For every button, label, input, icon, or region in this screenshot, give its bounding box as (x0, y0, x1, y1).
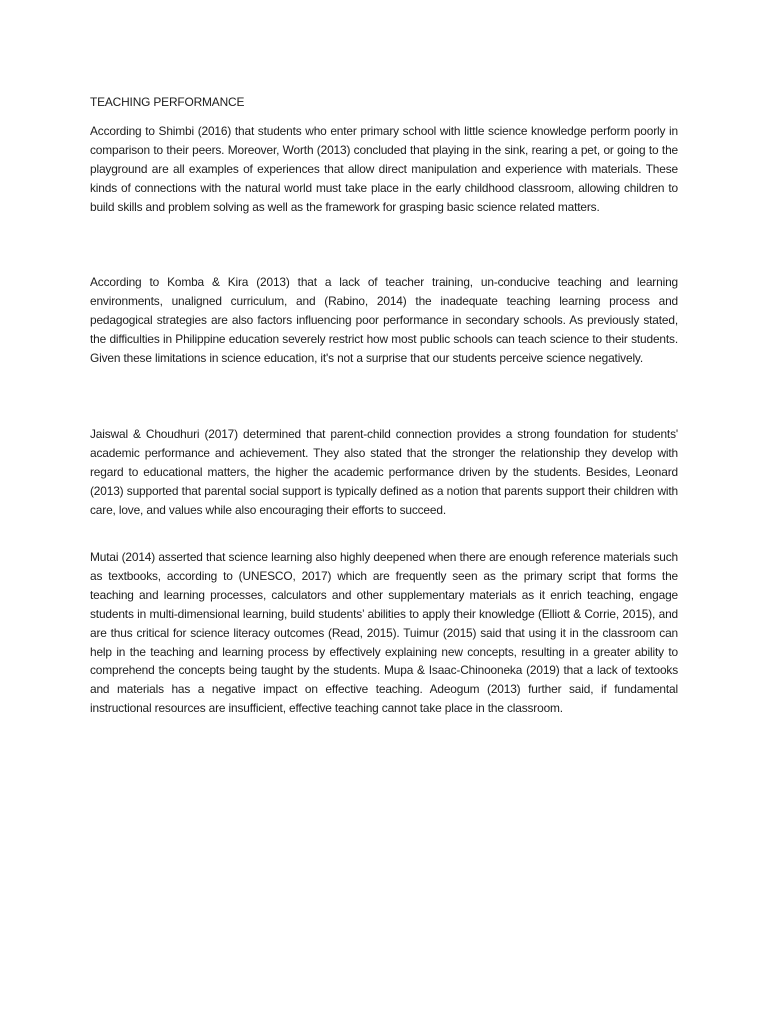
paragraph-komba-kira: According to Komba & Kira (2013) that a lack of teacher training, un-conducive teaching and learning environments, unaligned curriculum, and (Rabino, 2014) the inadequate teaching learning process and pedagogical strategies are also factors influencing poor performance in secondary schools. As previously stated, the difficulties in Philippine education severely restrict how most public schools can teach science to their students. Given these limitations in science education, it's not a surprise that our students perceive science negatively. (90, 275, 678, 365)
paragraph-shimbi: According to Shimbi (2016) that students who enter primary school with little science knowledge perform poorly in comparison to their peers. Moreover, Worth (2013) concluded that playing in the sink, rearing a pet, or going to the playground are all examples of experiences that allow direct manipulation and experience with materials. These kinds of connections with the natural world must take place in the early childhood classroom, allowing children to build skills and problem solving as well as the framework for grasping basic science related matters. (90, 124, 678, 214)
paragraph-mutai: Mutai (2014) asserted that science learning also highly deepened when there are enough reference materials such as textbooks, according to (UNESCO, 2017) which are frequently seen as the primary script that forms the teaching and learning processes, calculators and other supplementary materials as it enrich teaching, engage students in multi-dimensional learning, build students’ abilities to apply their knowledge (Elliott & Corrie, 2015), and are thus critical for science literacy outcomes (Read, 2015). Tuimur (2015) said that using it in the classroom can help in the teaching and learning process by effectively explaining new concepts, resulting in a greater ability to comprehend the concepts being taught by the students. Mupa & Isaac-Chinooneka (2019) that a lack of textooks and materials has a negative impact on effective teaching. Adeogum (2013) further said, if fundamental instructional resources are insufficient, effective teaching cannot take place in the classroom. (90, 550, 678, 716)
section-heading: TEACHING PERFORMANCE (90, 95, 245, 109)
paragraph-jaiswal-choudhuri: Jaiswal & Choudhuri (2017) determined that parent-child connection provides a strong foundation for students' academic performance and achievement. They also stated that the stronger the relationship they develop with regard to educational matters, the higher the academic performance driven by the students. Besides, Leonard (2013) supported that parental social support is typically defined as a notion that parents support their children with care, love, and values while also encouraging their efforts to succeed. (90, 427, 678, 517)
